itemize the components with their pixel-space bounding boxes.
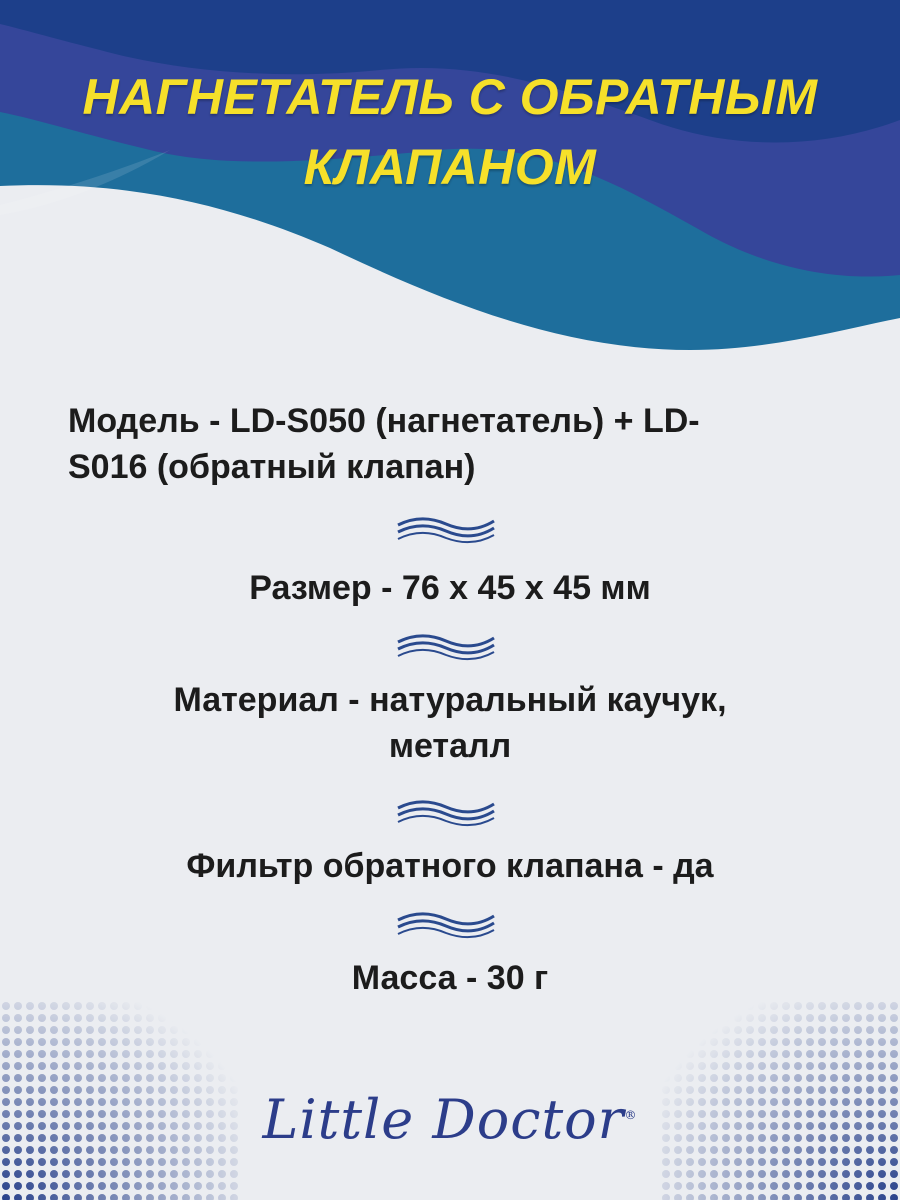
wave-divider-icon (394, 798, 498, 828)
spec-material-line-1: Материал - натуральный каучук, (173, 681, 727, 719)
spec-model (0, 398, 848, 490)
spec-mass: Масса - 30 г (351, 959, 549, 997)
spec-model-line-1: Модель - LD-S050 (нагнетатель) + LD- (68, 402, 700, 440)
brand-logo (0, 1088, 900, 1151)
spec-model-line-2: S016 (обратный клапан) (68, 448, 476, 486)
registered-mark: ® (624, 1108, 638, 1122)
wave-divider-icon (394, 910, 498, 940)
spec-size: Размер - 76 х 45 х 45 мм (249, 569, 651, 607)
wave-divider-icon (394, 515, 498, 545)
spec-material-line-2: металл (388, 727, 512, 765)
title-line-1: НАГНЕТАТЕЛЬ С ОБРАТНЫМ (82, 69, 818, 125)
wave-divider-icon (394, 632, 498, 662)
title-line-2: КЛАПАНОМ (303, 139, 597, 195)
brand-logo-text: Little Doctor (262, 1088, 625, 1151)
spec-material (0, 677, 900, 769)
page-title (0, 62, 900, 202)
spec-filter: Фильтр обратного клапана - да (186, 847, 714, 885)
